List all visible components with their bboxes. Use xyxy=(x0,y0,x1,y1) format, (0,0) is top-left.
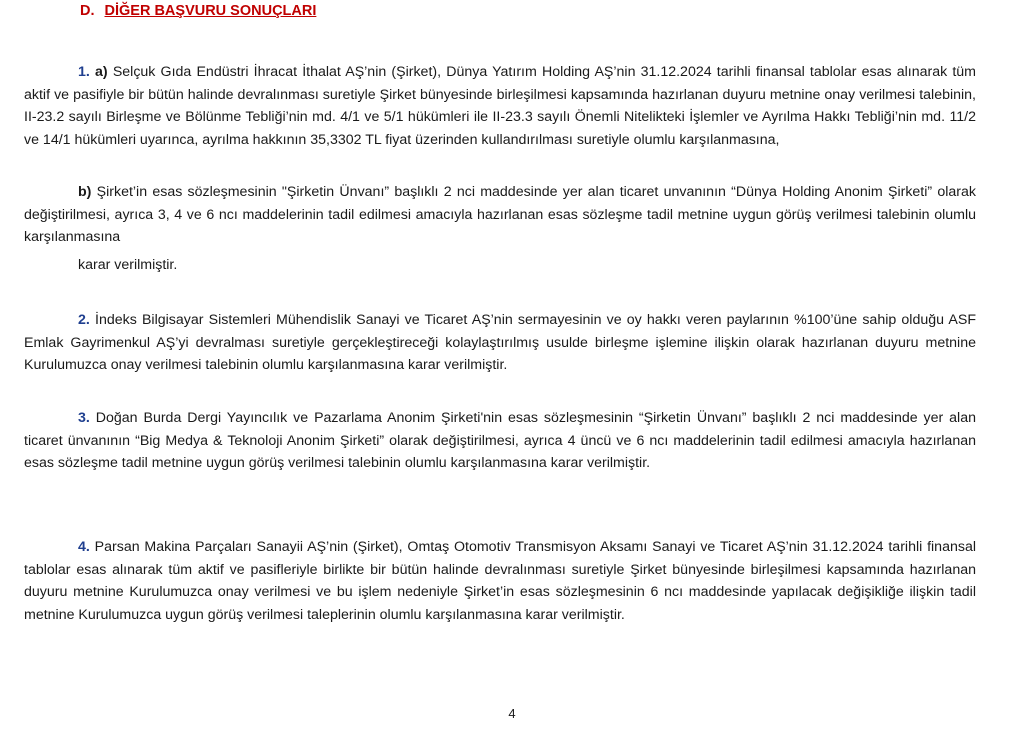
section-letter: D. xyxy=(80,3,95,19)
item-4-text: Parsan Makina Parçaları Sanayii AŞ’nin (Şirket), Omtaş Otomotiv Transmisyon Aksamı Sanayi ve Ticaret AŞ’nin 31.12.2024 tarihli finansal tablolar esas alınarak tüm aktif ve pasifleriyle birlikte bir bütün halinde devralınması suretiyle Şirket bünyesinde birleşilmesi kapsamında hazırlanan duyuru metnine Kurulumuzca onay verilmesi ve bu işlem nedeniyle Şirket’in esas sözleşmesinin 6 ncı maddesinde yapılacak değişikliğe ilişkin tadil metnine Kurulumuzca uygun görüş verilmesi taleplerinin olumlu karşılanmasına karar verilmiştir. xyxy=(24,539,976,623)
item-2-paragraph xyxy=(24,309,976,377)
item-2-text: İndeks Bilgisayar Sistemleri Mühendislik Sanayi ve Ticaret AŞ’nin sermayesinin ve oy hakkı veren paylarının %100’üne sahip olduğu ASF Emlak Gayrimenkul AŞ’yi devralması suretiyle gerçekleştireceği kolaylaştırılmış usulde birleşme işlemine ilişkin olarak hazırlanan duyuru metnine Kurulumuzca onay verilmesi talebinin olumlu karşılanmasına karar verilmiştir. xyxy=(24,312,976,373)
item-1-paragraph-a xyxy=(24,61,976,151)
item-1-sub-a-label: a) xyxy=(95,64,108,80)
item-3-paragraph xyxy=(24,407,976,475)
section-heading xyxy=(80,3,316,19)
item-3-number: 3. xyxy=(78,410,90,426)
section-title: DİĞER BAŞVURU SONUÇLARI xyxy=(104,3,317,19)
item-3-text: Doğan Burda Dergi Yayıncılık ve Pazarlama Anonim Şirketi'nin esas sözleşmesinin “Şirketin Ünvanı” başlıklı 2 nci maddesinde yer alan ticaret ünvanının “Big Medya & Teknoloji Anonim Şirketi” olarak değiştirilmesi, ayrıca 4 üncü ve 6 ncı maddelerinin tadil edilmesi amacıyla hazırlanan esas sözleşme tadil metnine uygun görüş verilmesi talebinin olumlu karşılanmasına karar verilmiştir. xyxy=(24,410,976,471)
item-1-sub-b-text: Şirket’in esas sözleşmesinin "Şirketin Ünvanı” başlıklı 2 nci maddesinde yer alan ticaret unvanının “Dünya Holding Anonim Şirketi” olarak değiştirilmesi, ayrıca 3, 4 ve 6 ncı maddelerinin tadil edilmesi amacıyla hazırlanan esas sözleşme tadil metnine uygun görüş verilmesi talebinin olumlu karşılanmasına xyxy=(24,184,976,245)
item-4-number: 4. xyxy=(78,539,90,555)
item-2-number: 2. xyxy=(78,312,90,328)
item-1-sub-a-text: Selçuk Gıda Endüstri İhracat İthalat AŞ’nin (Şirket), Dünya Yatırım Holding AŞ’nin 31.12.2024 tarihli finansal tablolar esas alınarak tüm aktif ve pasifiyle bir bütün halinde devralınması suretiyle Şirket bünyesinde birleşilmesi kapsamında hazırlanan duyuru metnine onay verilmesi talebinin, II-23.2 sayılı Birleşme ve Bölünme Tebliği’nin md. 4/1 ve 5/1 hükümleri ile II-23.3 sayılı Önemli Nitelikteki İşlemler ve Ayrılma Hakkı Tebliği’nin md. 11/2 ve 14/1 hükümleri uyarınca, ayrılma hakkının 35,3302 TL fiyat üzerinden kullandırılması suretiyle olumlu karşılanmasına, xyxy=(24,64,977,148)
item-1-paragraph-b xyxy=(24,181,976,249)
item-1-number: 1. xyxy=(78,64,90,80)
item-4-paragraph xyxy=(24,536,976,626)
page-number: 4 xyxy=(508,706,516,721)
item-1-closing: karar verilmiştir. xyxy=(78,257,178,273)
item-1-sub-b-label: b) xyxy=(78,184,92,200)
